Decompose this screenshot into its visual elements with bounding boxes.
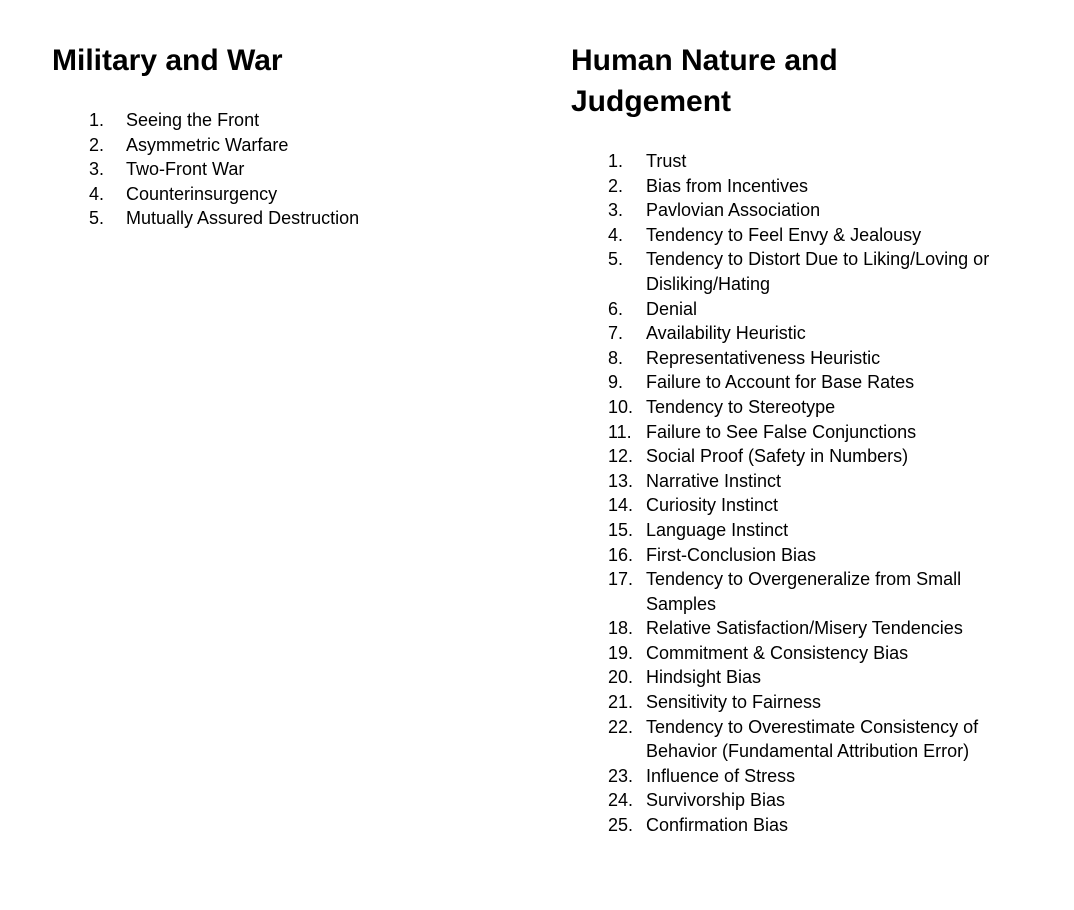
list-item-text: Denial	[646, 298, 698, 319]
list-item	[571, 370, 1006, 395]
list-item-text: Sensitivity to Fairness	[646, 692, 822, 713]
list-item-number: 21.	[608, 692, 634, 713]
list-item-text: Narrative Instinct	[646, 470, 782, 491]
list-item-number: 15.	[608, 519, 634, 540]
list-item	[571, 395, 1006, 420]
list-item	[52, 157, 512, 182]
list-item-number: 4.	[89, 183, 105, 204]
list-item	[52, 206, 512, 231]
list-item-number: 3.	[89, 159, 105, 180]
list-item-number: 11.	[608, 421, 632, 442]
list-item-number: 5.	[89, 208, 105, 229]
list-item	[571, 297, 1006, 322]
list-item-number: 10.	[608, 396, 634, 417]
list-item-number: 4.	[608, 224, 624, 245]
list-item-number: 8.	[608, 347, 624, 368]
list-item-text: Availability Heuristic	[646, 323, 806, 344]
list-item	[52, 182, 512, 207]
list-item	[571, 665, 1006, 690]
list-item	[571, 715, 1006, 764]
list-item	[571, 616, 1006, 641]
list-item	[52, 108, 512, 133]
section-heading: Military and War	[52, 44, 283, 77]
list-item-number: 6.	[608, 298, 624, 319]
list-item-text: Tendency to Stereotype	[646, 396, 836, 417]
list-item	[571, 641, 1006, 666]
list-item	[52, 133, 512, 158]
list-item-text: Representativeness Heuristic	[646, 347, 881, 368]
list-item-text: Influence of Stress	[646, 765, 796, 786]
list-item-number: 17.	[608, 569, 634, 590]
list-item-text: Bias from Incentives	[646, 175, 809, 196]
list-item-text: Curiosity Instinct	[646, 495, 779, 516]
list-item-text: Survivorship Bias	[646, 790, 786, 811]
list-item-text: Tendency to Overgeneralize from Small Samples	[646, 569, 962, 614]
list-item	[571, 321, 1006, 346]
list-item-number: 24.	[608, 790, 634, 811]
list-item-text: Tendency to Distort Due to Liking/Loving or Disliking/Hating	[646, 249, 990, 294]
list-item	[571, 223, 1006, 248]
list-item	[571, 690, 1006, 715]
list-item-text: Two-Front War	[126, 159, 245, 180]
list-item	[571, 469, 1006, 494]
list-item	[571, 420, 1006, 445]
list-item-number: 9.	[608, 372, 624, 393]
list-item	[571, 518, 1006, 543]
numbered-list	[571, 149, 1051, 838]
list-item-text: Confirmation Bias	[646, 815, 789, 836]
list-item-number: 16.	[608, 544, 634, 565]
list-item	[571, 247, 1006, 296]
list-item	[571, 788, 1006, 813]
list-item-text: Failure to Account for Base Rates	[646, 372, 915, 393]
list-item-number: 1.	[608, 151, 624, 171]
list-item	[571, 444, 1006, 469]
list-item-text: Commitment & Consistency Bias	[646, 642, 909, 663]
list-item	[571, 813, 1006, 838]
section-military-and-war	[52, 0, 512, 231]
list-item-text: Relative Satisfaction/Misery Tendencies	[646, 618, 963, 639]
list-item-text: Seeing the Front	[126, 110, 260, 130]
list-item	[571, 567, 1006, 616]
list-item-text: Mutually Assured Destruction	[126, 208, 360, 229]
list-item-number: 2.	[89, 134, 105, 155]
list-item-text: Tendency to Feel Envy & Jealousy	[646, 224, 922, 245]
list-item	[571, 149, 1006, 174]
list-item-text: Trust	[646, 151, 687, 171]
list-item-number: 25.	[608, 815, 634, 836]
list-item-number: 5.	[608, 249, 624, 270]
list-item-text: Counterinsurgency	[126, 183, 278, 204]
list-item	[571, 543, 1006, 568]
list-item-text: Asymmetric Warfare	[126, 134, 289, 155]
list-item-number: 1.	[89, 110, 105, 130]
list-item-number: 18.	[608, 618, 634, 639]
list-item-number: 14.	[608, 495, 634, 516]
list-item	[571, 174, 1006, 199]
list-item-text: Pavlovian Association	[646, 200, 821, 221]
list-item-number: 23.	[608, 765, 634, 786]
list-item-number: 7.	[608, 323, 624, 344]
list-item-text: Tendency to Overestimate Consistency of Behavior (Fundamental Attribution Error)	[646, 716, 979, 762]
list-item-number: 19.	[608, 642, 634, 663]
section-human-nature-and-judgement	[571, 0, 1051, 838]
list-item-number: 13.	[608, 470, 634, 491]
list-item-number: 20.	[608, 667, 634, 688]
list-item	[571, 198, 1006, 223]
list-item-number: 2.	[608, 175, 624, 196]
list-item-text: First-Conclusion Bias	[646, 544, 817, 565]
list-item-text: Language Instinct	[646, 519, 789, 540]
numbered-list	[52, 108, 512, 231]
list-item	[571, 764, 1006, 789]
section-heading: Human Nature and Judgement	[571, 44, 838, 118]
list-item-text: Failure to See False Conjunctions	[646, 421, 917, 442]
list-item	[571, 346, 1006, 371]
list-item-text: Hindsight Bias	[646, 667, 762, 688]
list-item-text: Social Proof (Safety in Numbers)	[646, 446, 909, 467]
list-item-number: 3.	[608, 200, 624, 221]
list-item-number: 12.	[608, 446, 634, 467]
list-item	[571, 493, 1006, 518]
list-item-number: 22.	[608, 716, 634, 737]
